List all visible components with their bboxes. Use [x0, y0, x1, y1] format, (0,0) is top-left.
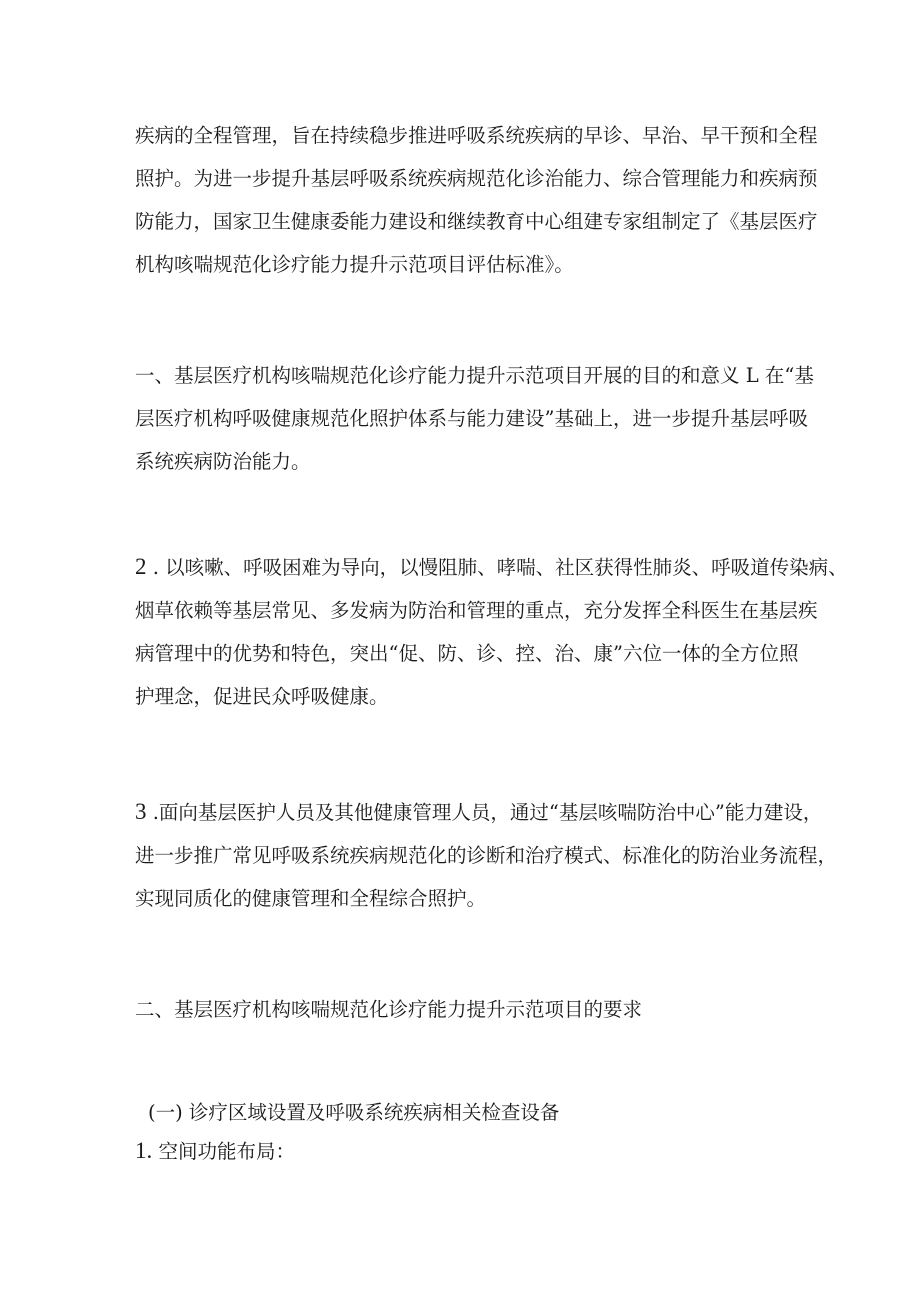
- section-1-line-1: 一、基层医疗机构咳喘规范化诊疗能力提升示范项目开展的目的和意义 L 在“基: [135, 364, 814, 387]
- list-item-2-number: 2: [135, 554, 147, 579]
- intro-line-4: 机构咳喘规范化诊疗能力提升示范项目评估标准》。: [135, 253, 574, 276]
- section-2-heading: [135, 988, 800, 1031]
- intro-line-1: 疾病的全程管理，旨在持续稳步推进呼吸系统疾病的早诊、早治、早干预和全程: [135, 124, 818, 147]
- list-item-3-line-2: 进一步推广常见呼吸系统疾病规范化的诊断和治疗模式、标准化的防治业务流程，: [135, 844, 838, 867]
- list-item-1-paragraph: [135, 1129, 800, 1173]
- list-item-3-paragraph: [135, 790, 838, 920]
- section-1-paragraph: [135, 354, 814, 483]
- section-2-line: 二、基层医疗机构咳喘规范化诊疗能力提升示范项目的要求: [135, 998, 643, 1021]
- list-item-1-text: 空间功能布局：: [152, 1140, 295, 1163]
- list-item-3-line-3: 实现同质化的健康管理和全程综合照护。: [135, 887, 487, 910]
- subsection-1-line: (一) 诊疗区域设置及呼吸系统疾病相关检查设备: [148, 1101, 560, 1124]
- list-item-2-line-3: 病管理中的优势和特色，突出“促、防、诊、控、治、康”六位一体的全方位照: [135, 642, 799, 665]
- list-item-3-number: 3: [135, 799, 147, 824]
- section-1-line-3: 系统疾病防治能力。: [135, 450, 311, 473]
- list-item-1-line: [135, 1129, 800, 1173]
- list-item-3-line-1: [135, 790, 823, 834]
- list-item-2-text: . 以咳嗽、呼吸困难为导向，以慢阻肺、哮喘、社区获得性肺炎、呼吸道传染病、: [146, 556, 848, 579]
- list-item-2-line-2: 烟草依赖等基层常见、多发病为防治和管理的重点，充分发挥全科医生在基层疾: [135, 599, 818, 622]
- subsection-1-heading: [148, 1091, 813, 1134]
- list-item-2-paragraph: [135, 545, 848, 718]
- list-item-3-text: .面向基层医护人员及其他健康管理人员，通过“基层咳喘防治中心”能力建设，: [146, 801, 823, 824]
- intro-line-3: 防能力，国家卫生健康委能力建设和继续教育中心组建专家组制定了《基层医疗: [135, 210, 818, 233]
- list-item-2-line-1: [135, 545, 848, 589]
- intro-line-2: 照护。为进一步提升基层呼吸系统疾病规范化诊治能力、综合管理能力和疾病预: [135, 167, 818, 190]
- list-item-1-number: 1.: [135, 1138, 153, 1163]
- section-1-line-2: 层医疗机构呼吸健康规范化照护体系与能力建设”基础上，进一步提升基层呼吸: [135, 407, 808, 430]
- list-item-2-line-4: 护理念，促进民众呼吸健康。: [135, 685, 389, 708]
- intro-paragraph: [135, 114, 818, 286]
